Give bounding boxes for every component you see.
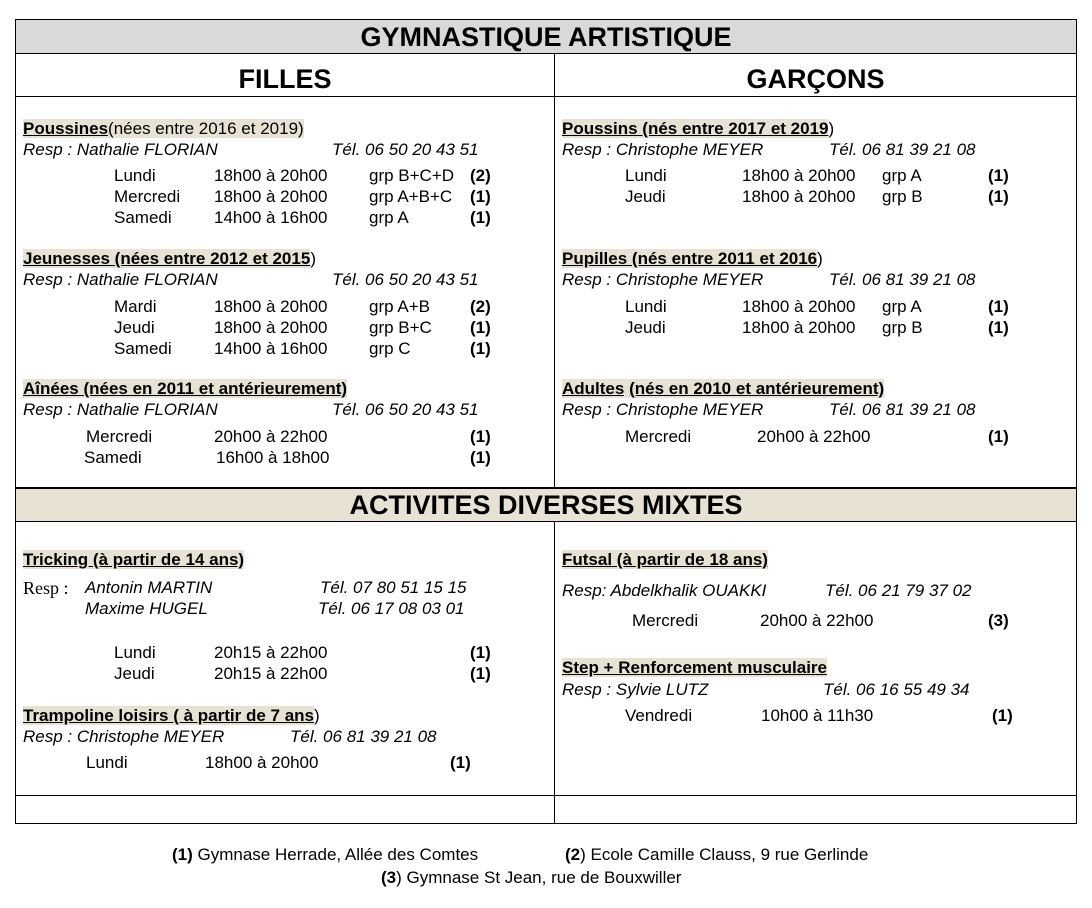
garcons-header: GARÇONS bbox=[746, 64, 885, 94]
resp-phone: Tél. 07 80 51 15 15 bbox=[320, 578, 467, 597]
group-title-pupilles: Pupilles (nés entre 2011 et 2016) bbox=[562, 249, 823, 268]
resp-name: Resp: Abdelkhalik OUAKKI bbox=[562, 581, 767, 600]
schedule-location: (1) bbox=[470, 318, 491, 337]
resp-phone: Tél. 06 17 08 03 01 bbox=[318, 599, 465, 618]
resp-phone: Tél. 06 81 39 21 08 bbox=[829, 140, 976, 159]
schedule-time: 18h00 à 20h00 bbox=[742, 318, 856, 337]
group-title-jeunesses: Jeunesses (nées entre 2012 et 2015) bbox=[23, 249, 316, 268]
schedule-location: (1) bbox=[470, 643, 491, 662]
col-divider-bottom bbox=[554, 521, 555, 824]
rule-1 bbox=[15, 53, 1077, 54]
schedule-group: grp A+B+C bbox=[369, 187, 453, 206]
schedule-time: 16h00 à 18h00 bbox=[216, 448, 330, 467]
schedule-time: 14h00 à 16h00 bbox=[214, 208, 328, 227]
schedule-location: (1) bbox=[988, 297, 1009, 316]
schedule-time: 20h15 à 22h00 bbox=[214, 643, 328, 662]
schedule-time: 18h00 à 20h00 bbox=[214, 297, 328, 316]
legend-line-3: (3) Gymnase St Jean, rue de Bouxwiller bbox=[381, 868, 682, 887]
schedule-day: Lundi bbox=[625, 297, 667, 316]
resp-phone: Tél. 06 21 79 37 02 bbox=[825, 581, 972, 600]
resp-name: Resp : Nathalie FLORIAN bbox=[23, 140, 218, 159]
group-title-poussins: Poussins (nés entre 2017 et 2019) bbox=[562, 119, 835, 138]
schedule-location: (1) bbox=[988, 187, 1009, 206]
resp-phone: Tél. 06 50 20 43 51 bbox=[332, 270, 479, 289]
schedule-location: (3) bbox=[988, 611, 1009, 630]
border-right bbox=[1076, 19, 1077, 824]
schedule-time: 18h00 à 20h00 bbox=[742, 187, 856, 206]
schedule-time: 18h00 à 20h00 bbox=[214, 187, 328, 206]
group-title-trampoline: Trampoline loisirs ( à partir de 7 ans) bbox=[23, 706, 320, 725]
resp-label: Resp : bbox=[23, 578, 69, 598]
schedule-location: (1) bbox=[470, 448, 491, 467]
schedule-time: 18h00 à 20h00 bbox=[742, 297, 856, 316]
group-title-futsal: Futsal (à partir de 18 ans) bbox=[562, 550, 768, 569]
schedule-day: Mercredi bbox=[632, 611, 699, 630]
schedule-group: grp B+C bbox=[369, 318, 432, 337]
schedule-location: (1) bbox=[470, 187, 491, 206]
schedule-day: Mercredi bbox=[625, 427, 692, 446]
schedule-location: (1) bbox=[450, 753, 471, 772]
group-title-step: Step + Renforcement musculaire bbox=[562, 658, 828, 677]
schedule-location: (2) bbox=[470, 297, 491, 316]
schedule-location: (1) bbox=[470, 664, 491, 683]
schedule-day: Samedi bbox=[84, 448, 142, 467]
schedule-day: Jeudi bbox=[625, 187, 666, 206]
schedule-time: 14h00 à 16h00 bbox=[214, 339, 328, 358]
border-top bbox=[15, 19, 1077, 20]
schedule-day: Samedi bbox=[114, 208, 172, 227]
schedule-group: grp A bbox=[882, 166, 922, 185]
schedule-time: 20h00 à 22h00 bbox=[760, 611, 874, 630]
legend-line-2: (2) Ecole Camille Clauss, 9 rue Gerlinde bbox=[565, 845, 869, 864]
schedule-location: (1) bbox=[470, 339, 491, 358]
legend-line-1: (1) Gymnase Herrade, Allée des Comtes bbox=[172, 845, 479, 864]
schedule-time: 20h00 à 22h00 bbox=[214, 427, 328, 446]
resp-name: Resp : Sylvie LUTZ bbox=[562, 680, 709, 699]
schedule-day: Jeudi bbox=[114, 318, 155, 337]
resp-phone: Tél. 06 81 39 21 08 bbox=[290, 727, 437, 746]
schedule-day: Lundi bbox=[114, 643, 156, 662]
resp-name: Resp : Christophe MEYER bbox=[23, 727, 225, 746]
schedule-day: Jeudi bbox=[625, 318, 666, 337]
schedule-time: 20h00 à 22h00 bbox=[757, 427, 871, 446]
schedule-group: grp B bbox=[882, 318, 923, 337]
schedule-day: Lundi bbox=[86, 753, 128, 772]
schedule-location: (1) bbox=[988, 427, 1009, 446]
schedule-day: Mercredi bbox=[86, 427, 153, 446]
resp-phone: Tél. 06 81 39 21 08 bbox=[829, 270, 976, 289]
resp-phone: Tél. 06 50 20 43 51 bbox=[332, 400, 479, 419]
group-title-tricking: Tricking (à partir de 14 ans) bbox=[23, 550, 245, 569]
schedule-day: Vendredi bbox=[625, 706, 693, 725]
rule-4 bbox=[15, 521, 1077, 522]
schedule-time: 18h00 à 20h00 bbox=[214, 318, 328, 337]
schedule-group: grp A+B bbox=[369, 297, 430, 316]
resp-name: Resp : Nathalie FLORIAN bbox=[23, 400, 218, 419]
schedule-time: 20h15 à 22h00 bbox=[214, 664, 328, 683]
schedule-day: Samedi bbox=[114, 339, 172, 358]
resp-name: Resp : Christophe MEYER bbox=[562, 140, 764, 159]
border-bottom bbox=[15, 823, 1077, 824]
schedule-day: Jeudi bbox=[114, 664, 155, 683]
resp-name: Maxime HUGEL bbox=[85, 599, 208, 618]
resp-name: Resp : Christophe MEYER bbox=[562, 270, 764, 289]
schedule-location: (2) bbox=[470, 166, 491, 185]
schedule-time: 18h00 à 20h00 bbox=[214, 166, 328, 185]
schedule-location: (1) bbox=[992, 706, 1013, 725]
page-title: GYMNASTIQUE ARTISTIQUE bbox=[360, 22, 732, 52]
schedule-group: grp A bbox=[369, 208, 409, 227]
rule-5 bbox=[15, 795, 1077, 796]
group-title-adultes: Adultes (nés en 2010 et antérieurement) bbox=[562, 379, 885, 398]
schedule-time: 18h00 à 20h00 bbox=[742, 166, 856, 185]
border-left bbox=[15, 19, 16, 824]
group-title-poussines: Poussines(nées entre 2016 et 2019) bbox=[23, 119, 304, 138]
schedule-location: (1) bbox=[470, 208, 491, 227]
schedule-group: grp B bbox=[882, 187, 923, 206]
schedule-group: grp B+C+D bbox=[369, 166, 455, 185]
resp-name: Resp : Christophe MEYER bbox=[562, 400, 764, 419]
schedule-group: grp C bbox=[369, 339, 411, 358]
resp-phone: Tél. 06 81 39 21 08 bbox=[829, 400, 976, 419]
schedule-time: 10h00 à 11h30 bbox=[761, 706, 874, 725]
schedule-day: Mardi bbox=[114, 297, 157, 316]
schedule-day: Mercredi bbox=[114, 187, 181, 206]
rule-2 bbox=[15, 96, 1077, 97]
resp-name: Antonin MARTIN bbox=[85, 578, 213, 597]
filles-header: FILLES bbox=[238, 64, 332, 94]
schedule-location: (1) bbox=[988, 166, 1009, 185]
schedule-location: (1) bbox=[470, 427, 491, 446]
schedule-day: Lundi bbox=[625, 166, 667, 185]
col-divider-top bbox=[554, 53, 555, 488]
resp-phone: Tél. 06 50 20 43 51 bbox=[332, 140, 479, 159]
mixtes-title: ACTIVITES DIVERSES MIXTES bbox=[349, 490, 743, 520]
schedule-time: 18h00 à 20h00 bbox=[205, 753, 319, 772]
resp-phone: Tél. 06 16 55 49 34 bbox=[823, 680, 970, 699]
resp-name: Resp : Nathalie FLORIAN bbox=[23, 270, 218, 289]
schedule-location: (1) bbox=[988, 318, 1009, 337]
group-title-ainees: Aînées (nées en 2011 et antérieurement) bbox=[23, 379, 348, 398]
schedule-day: Lundi bbox=[114, 166, 156, 185]
schedule-group: grp A bbox=[882, 297, 922, 316]
